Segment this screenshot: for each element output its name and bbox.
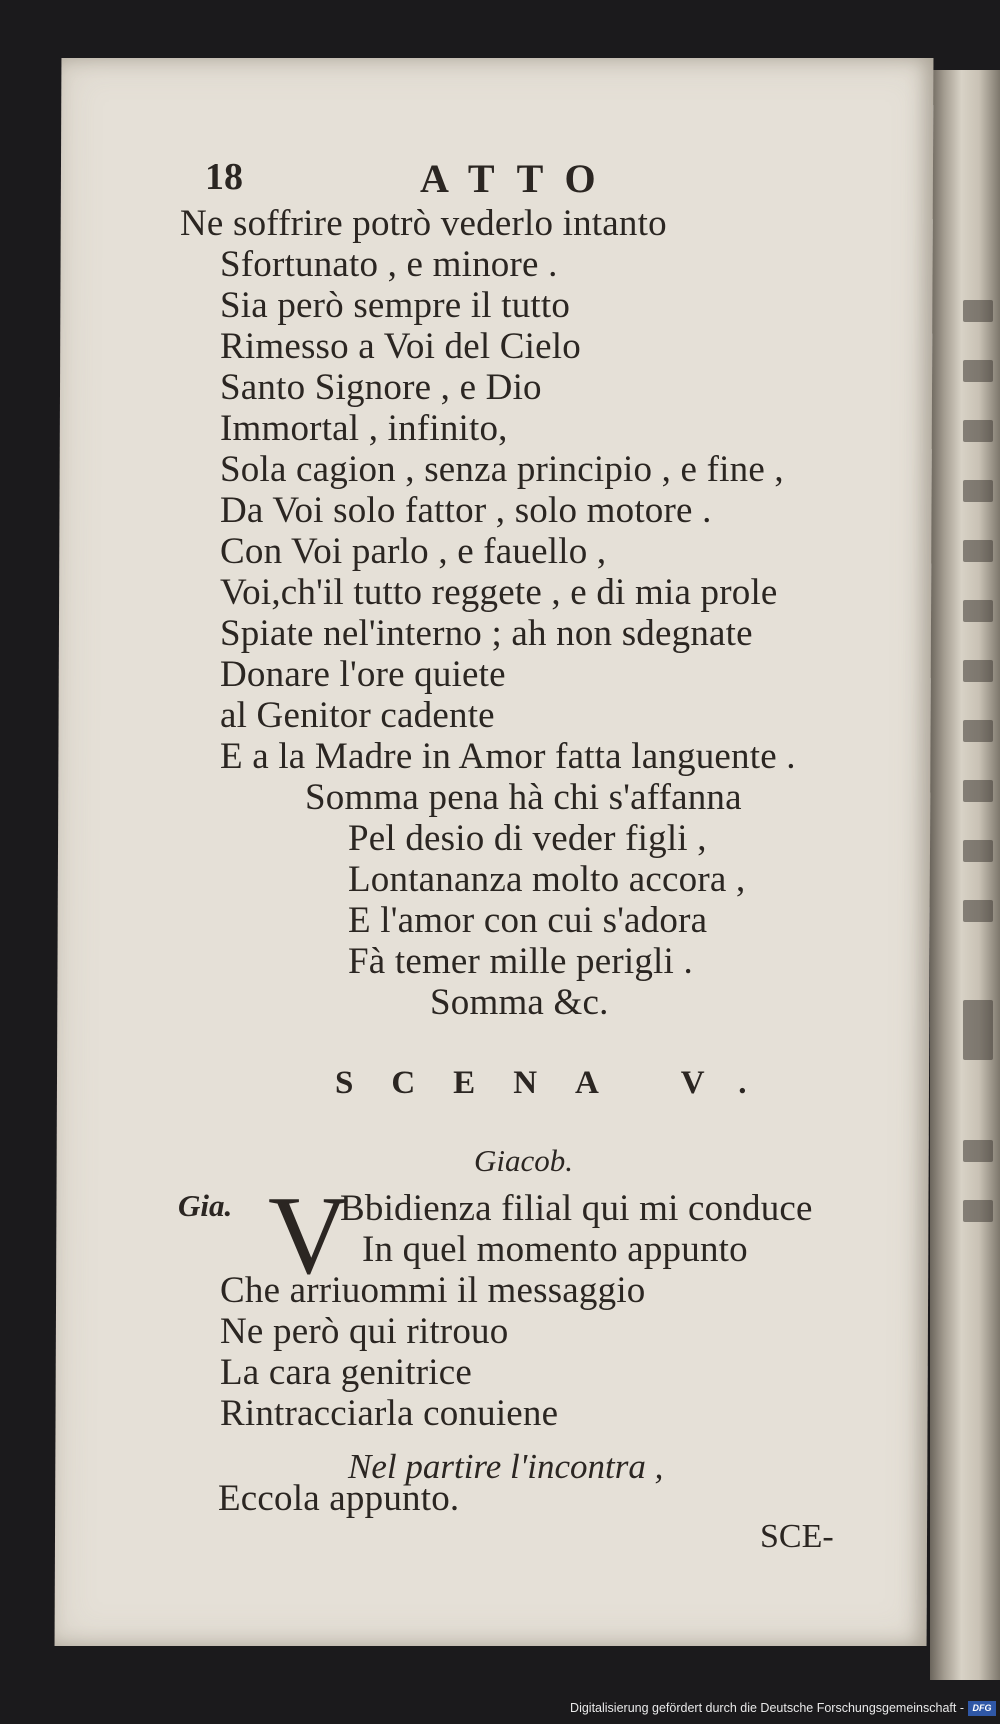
verse-line: al Genitor cadente — [220, 695, 495, 736]
aria-line: Somma pena hà chi s'affanna — [305, 777, 742, 818]
verse-line: Donare l'ore quiete — [220, 654, 506, 695]
running-head — [205, 155, 675, 205]
verse-line: E a la Madre in Amor fatta languente . — [220, 736, 796, 777]
digitization-footer — [0, 1696, 1000, 1724]
verse-line: Voi,ch'il tutto reggete , e di mia prole — [220, 572, 778, 613]
scene-line: Ne però qui ritrouo — [220, 1311, 509, 1352]
verse-line: Immortal , infinito, — [220, 408, 508, 449]
scene-line: In quel momento appunto — [362, 1229, 748, 1270]
verse-line: Spiate nel'interno ; ah non sdegnate — [220, 613, 753, 654]
drop-cap: V — [268, 1174, 349, 1298]
running-title: ATTO — [420, 156, 618, 201]
verse-line: Da Voi solo fattor , solo motore . — [220, 490, 712, 531]
catchword: SCE- — [760, 1518, 834, 1555]
verse-line: Con Voi parlo , e fauello , — [220, 531, 607, 572]
scene-line: Che arriuommi il messaggio — [220, 1270, 646, 1311]
scene-line: Bbidienza filial qui mi conduce — [340, 1188, 813, 1229]
aria-line: E l'amor con cui s'adora — [348, 900, 708, 941]
dfg-logo: DFG — [968, 1701, 996, 1716]
adjacent-page-bleed-through — [963, 300, 1000, 1400]
verse-line: Sola cagion , senza principio , e fine , — [220, 449, 784, 490]
aria-refrain: Somma &c. — [430, 982, 609, 1023]
scene-line: Rintracciarla conuiene — [220, 1393, 559, 1434]
verse-line: Santo Signore , e Dio — [220, 367, 542, 408]
verse-line: Sfortunato , e minore . — [220, 244, 558, 285]
stage-direction: Nel partire l'incontra , — [348, 1447, 664, 1486]
aria-line: Pel desio di veder figli , — [348, 818, 707, 859]
scene-line: La cara genitrice — [220, 1352, 472, 1393]
page-number: 18 — [205, 156, 243, 198]
scene-closing-line: Eccola appunto. — [218, 1478, 460, 1519]
scene-heading: SCENA V. — [335, 1065, 785, 1101]
verse-line: Ne soffrire potrò vederlo intanto — [180, 203, 667, 244]
aria-line: Fà temer mille perigli . — [348, 941, 693, 982]
funding-credit: Digitalisierung gefördert durch die Deutsche Forschungsgemeinschaft - — [570, 1701, 964, 1715]
verse-line: Rimesso a Voi del Cielo — [220, 326, 581, 367]
aria-line: Lontananza molto accora , — [348, 859, 746, 900]
speaker-name: Giacob. — [474, 1143, 574, 1178]
verse-line: Sia però sempre il tutto — [220, 285, 571, 326]
speaker-abbreviation: Gia. — [178, 1188, 233, 1223]
